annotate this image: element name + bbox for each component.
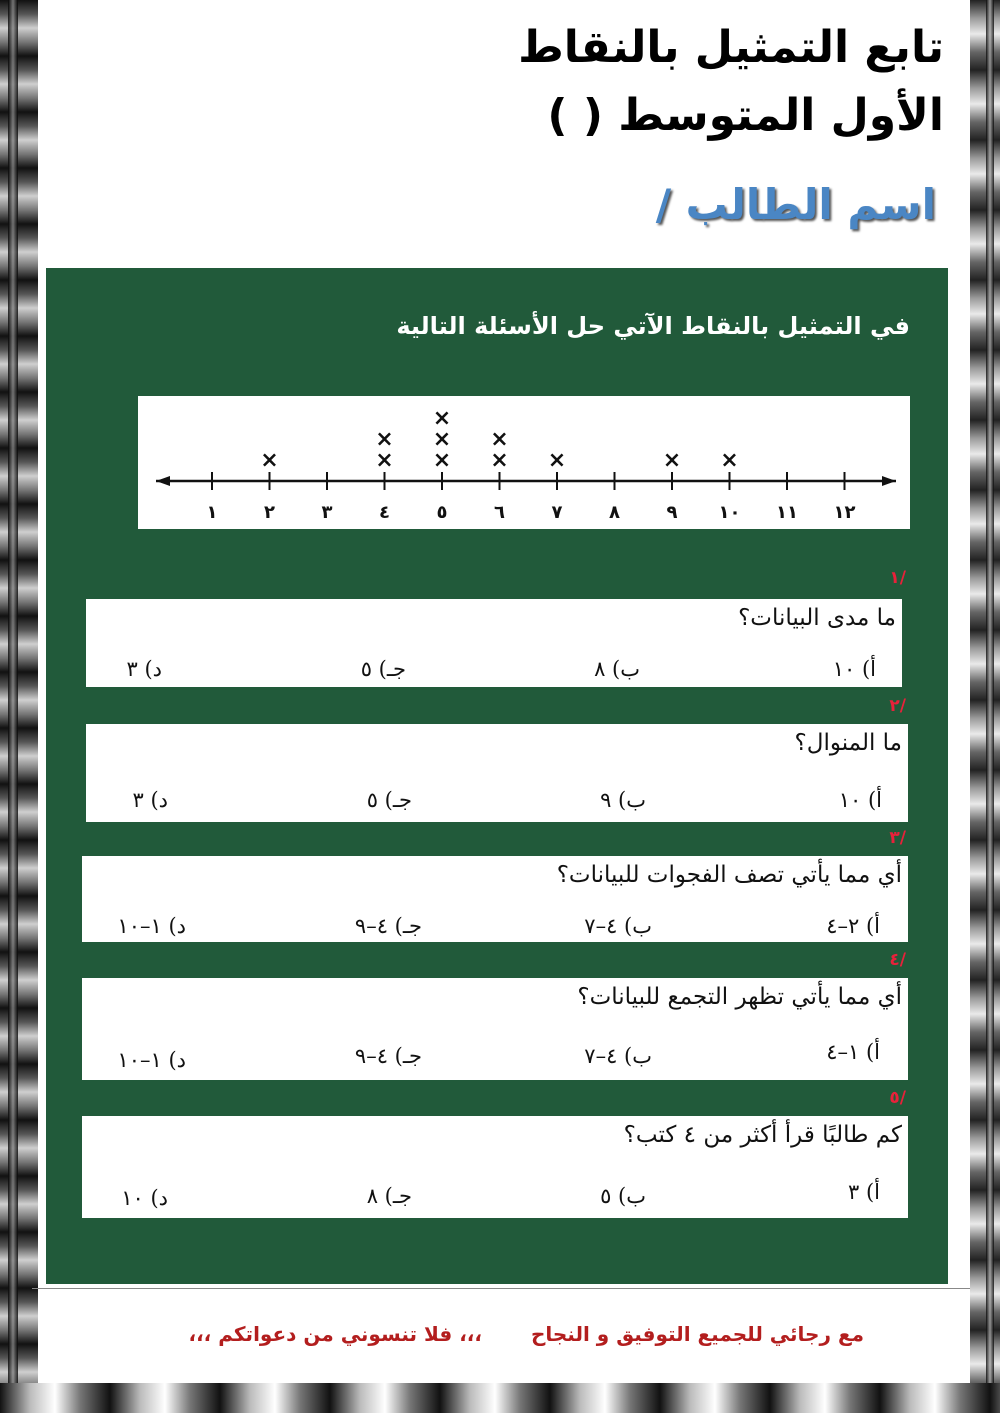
question-text: أي مما يأتي تظهر التجمع للبيانات؟ [577, 984, 902, 1010]
data-point-mark: × [490, 448, 509, 473]
data-point-mark: × [720, 448, 739, 473]
tick-label: ١ [206, 502, 218, 523]
data-point-mark: × [432, 406, 452, 431]
decorative-border-bottom [0, 1383, 1000, 1413]
tick-label: ١١ [776, 502, 798, 523]
data-point-mark: × [375, 448, 394, 473]
tick-label: ٨ [609, 502, 620, 523]
question-card [82, 1116, 908, 1218]
option-a[interactable]: أ) ١٠ [832, 657, 876, 681]
option-c[interactable]: جـ) ٤–٩ [354, 914, 422, 938]
option-c[interactable]: جـ) ٨ [366, 1184, 412, 1208]
data-point-mark: × [432, 448, 452, 473]
data-point-mark: × [432, 427, 452, 452]
option-b[interactable]: ب) ٨ [594, 657, 640, 681]
axis-arrow-left [156, 476, 170, 486]
tick-label: ٦ [494, 502, 505, 523]
option-a[interactable]: أ) ١–٤ [826, 1040, 880, 1064]
instruction-text: في التمثيل بالنقاط الآتي حل الأسئلة التالية [396, 312, 910, 340]
footer-prayers: ،،، فلا تنسوني من دعواتكم ،،، [188, 1322, 482, 1346]
option-a[interactable]: أ) ٣ [848, 1180, 880, 1204]
question-number: /٤ [889, 950, 906, 970]
question-text: ما المنوال؟ [794, 730, 902, 756]
tick-label: ٥ [436, 502, 448, 523]
tick-label: ١٢ [833, 502, 856, 523]
tick-label: ٢ [264, 502, 275, 523]
question-card [82, 856, 908, 942]
question-text: أي مما يأتي تصف الفجوات للبيانات؟ [556, 862, 902, 888]
dot-plot-chart [138, 396, 910, 529]
dot-plot-svg [138, 396, 910, 529]
option-a[interactable]: أ) ٢–٤ [826, 914, 880, 938]
decorative-border-left [0, 0, 38, 1413]
grade-title: الأول المتوسط ( ) [547, 90, 944, 141]
question-text: كم طالبًا قرأ أكثر من ٤ كتب؟ [623, 1122, 902, 1148]
tick-label: ١٠ [718, 502, 741, 523]
question-card [86, 599, 902, 687]
data-point-mark: × [547, 448, 567, 473]
option-b[interactable]: ب) ٤–٧ [584, 1044, 652, 1068]
option-d[interactable]: د) ١–١٠ [117, 914, 186, 938]
question-card [82, 978, 908, 1080]
decorative-border-right [970, 0, 1000, 1413]
question-number: /١ [889, 568, 906, 588]
tick-label: ٩ [666, 502, 678, 523]
option-b[interactable]: ب) ٩ [600, 788, 646, 812]
option-b[interactable]: ب) ٥ [600, 1184, 646, 1208]
option-b[interactable]: ب) ٤–٧ [584, 914, 652, 938]
student-name-label: اسم الطالب / [655, 180, 936, 229]
option-c[interactable]: جـ) ٥ [366, 788, 412, 812]
question-number: /٢ [889, 696, 906, 716]
footer-good-luck: مع رجائي للجميع التوفيق و النجاح [530, 1322, 864, 1346]
option-a[interactable]: أ) ١٠ [838, 788, 882, 812]
axis-arrow-right [882, 476, 896, 486]
footer-divider [32, 1288, 970, 1289]
question-number: /٣ [889, 828, 906, 848]
question-text: ما مدى البيانات؟ [738, 605, 896, 631]
data-point-mark: × [662, 448, 682, 473]
option-c[interactable]: جـ) ٤–٩ [354, 1044, 422, 1068]
tick-label: ٧ [551, 502, 563, 523]
page-title: تابع التمثيل بالنقاط [518, 22, 944, 73]
option-d[interactable]: د) ٣ [126, 657, 162, 681]
question-card [86, 724, 908, 822]
data-point-mark: × [260, 448, 279, 473]
option-d[interactable]: د) ١٠ [121, 1186, 168, 1210]
option-d[interactable]: د) ١–١٠ [117, 1048, 186, 1072]
option-c[interactable]: جـ) ٥ [360, 657, 406, 681]
data-point-mark: × [490, 427, 509, 452]
tick-label: ٣ [321, 502, 333, 523]
worksheet-panel [46, 268, 948, 1284]
data-point-mark: × [375, 427, 394, 452]
tick-label: ٤ [379, 502, 390, 523]
option-d[interactable]: د) ٣ [132, 788, 168, 812]
question-number: /٥ [889, 1088, 906, 1108]
